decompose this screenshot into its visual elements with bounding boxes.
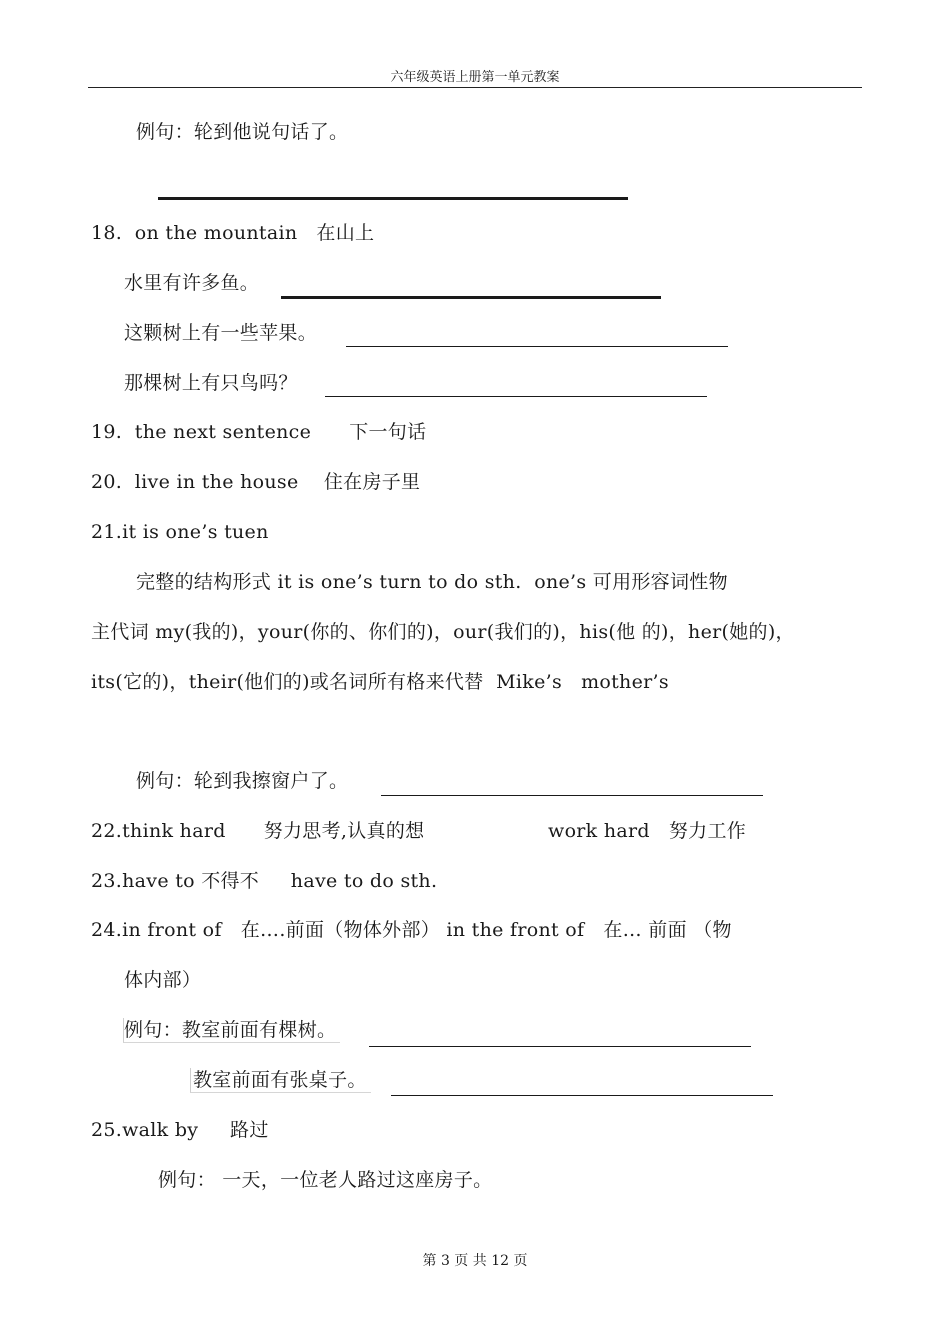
example-sentence-21: 例句：轮到我擦窗户了。 — [136, 770, 349, 792]
answer-blank[interactable] — [325, 396, 707, 397]
header-divider — [88, 87, 862, 88]
item-22: 22.think hard 努力思考,认真的想 — [91, 820, 425, 842]
answer-blank[interactable] — [281, 296, 661, 299]
explanation-21-line2: 主代词 my(我的)，your(你的、你们的)，our(我们的)，his(他 的)，her(她的)， — [91, 621, 795, 643]
example-sentence-17: 例句：轮到他说句话了。 — [136, 121, 349, 143]
item-21: 21.it is one’s tuen — [91, 521, 269, 543]
answer-blank[interactable] — [346, 346, 728, 347]
answer-blank[interactable] — [369, 1046, 751, 1047]
page-footer: 第 3 页 共 12 页 — [422, 1253, 528, 1269]
item-24: 24.in front of 在….前面（物体外部） in the front of 在… 前面 （物 — [91, 919, 732, 941]
example-sentence-25: 例句： 一天，一位老人路过这座房子。 — [158, 1169, 493, 1191]
item-18: 18. on the mountain 在山上 — [91, 222, 375, 244]
item-20: 20. live in the house 住在房子里 — [91, 471, 421, 493]
answer-blank[interactable] — [158, 197, 628, 200]
item-25: 25.walk by 路过 — [91, 1119, 269, 1141]
exercise-18c: 那棵树上有只鸟吗？ — [124, 372, 298, 394]
answer-blank[interactable] — [381, 795, 763, 796]
explanation-21-line3: its(它的)，their(他们的)或名词所有格来代替 Mike’s mother’s — [91, 671, 669, 693]
exercise-18a: 水里有许多鱼。 — [124, 272, 260, 294]
exercise-18b: 这颗树上有一些苹果。 — [124, 322, 318, 344]
page-header: 六年级英语上册第一单元教案 — [390, 70, 560, 85]
item-22-work-hard: work hard 努力工作 — [548, 820, 747, 842]
item-19: 19. the next sentence 下一句话 — [91, 421, 427, 443]
item-24-continued: 体内部） — [124, 969, 202, 991]
answer-blank[interactable] — [391, 1095, 773, 1096]
item-23: 23.have to 不得不 have to do sth. — [91, 870, 438, 892]
explanation-21-line1: 完整的结构形式 it is one’s turn to do sth. one’s 可用形容词性物 — [136, 571, 728, 593]
example-sentence-24a: 例句：教室前面有棵树。 — [123, 1018, 340, 1043]
example-sentence-24b: 教室前面有张桌子。 — [190, 1068, 371, 1093]
